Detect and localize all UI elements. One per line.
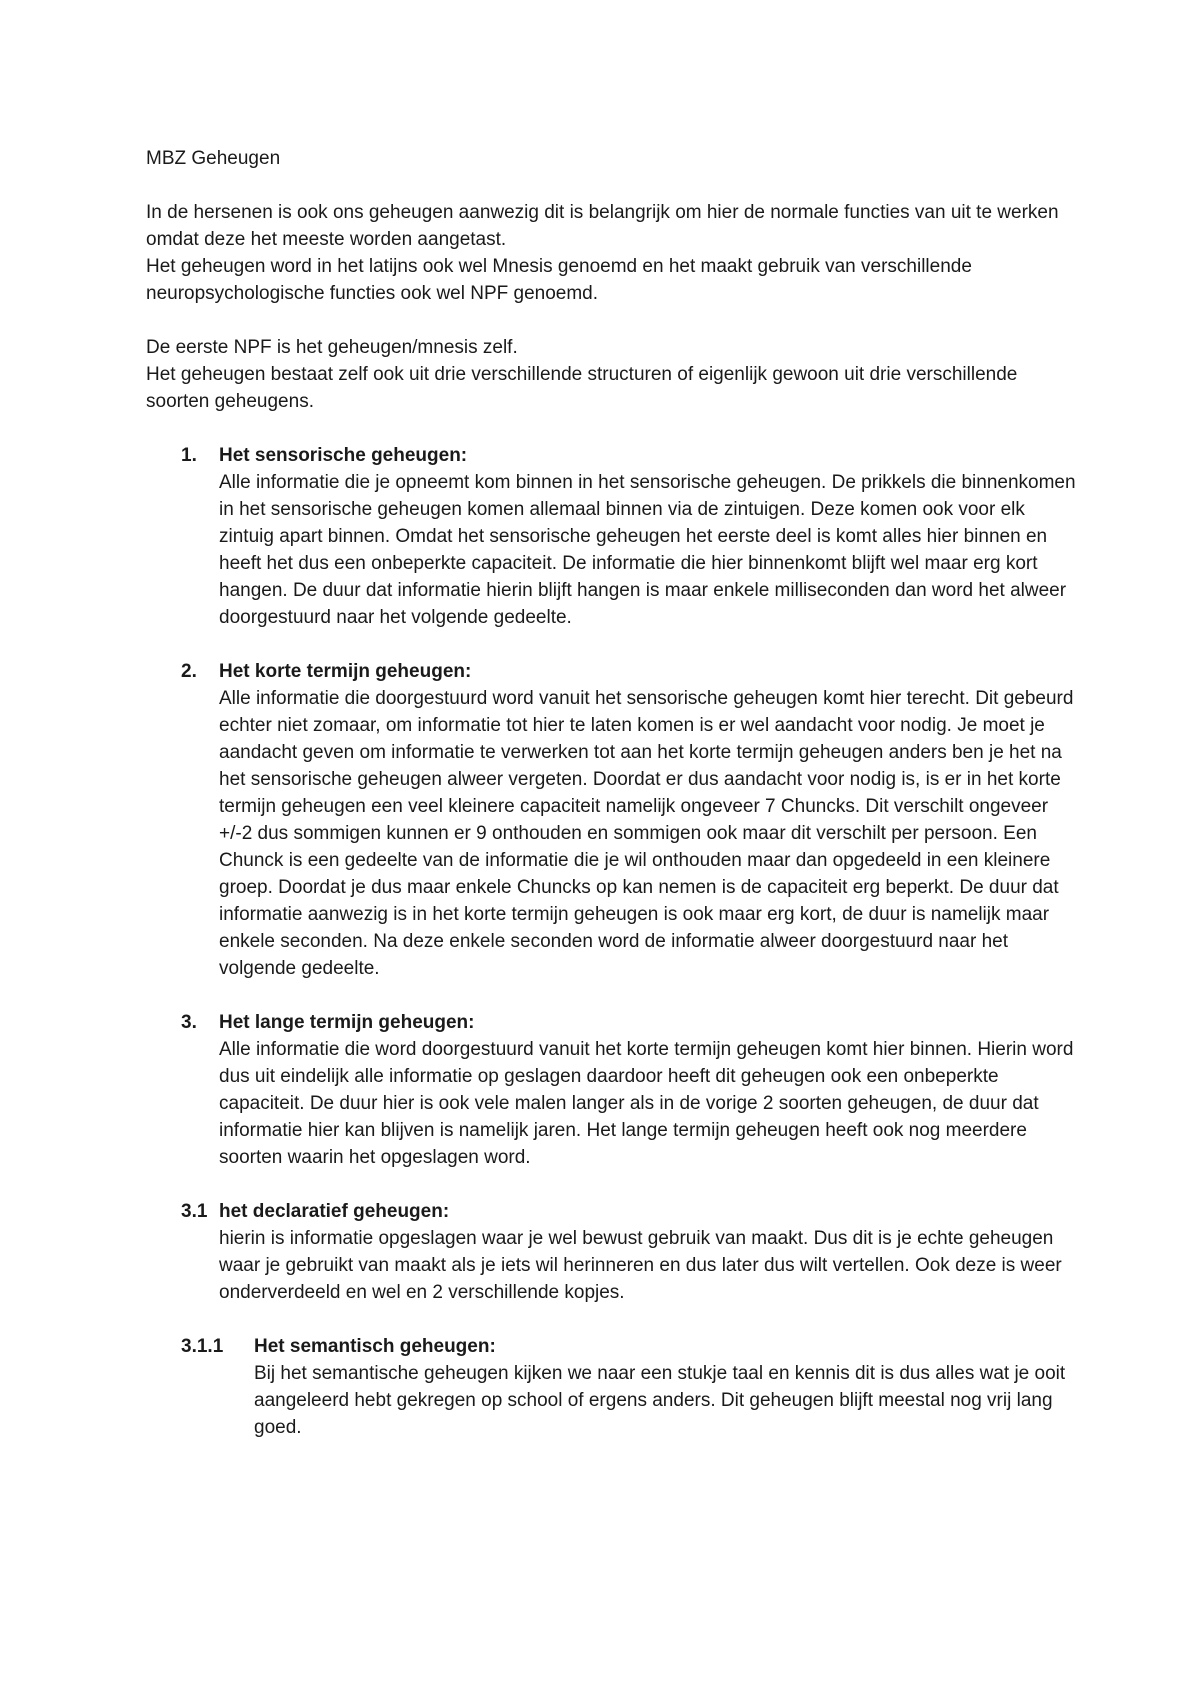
section-long-term-memory [146,1009,1076,1171]
section-number: 1. [181,445,197,466]
npf-intro-paragraph: De eerste NPF is het geheugen/mnesis zelf. [146,337,518,358]
section-title: het declaratief geheugen: [219,1201,450,1222]
section-declarative-memory [146,1198,1076,1306]
intro-paragraph: In de hersenen is ook ons geheugen aanwezig dit is belangrijk om hier de normale functies van uit te werken omdat deze het meeste worden aangetast. [146,202,1059,250]
intro-paragraph: Het geheugen word in het latijns ook wel Mnesis genoemd en het maakt gebruik van verschillende neuropsychologische functies ook wel NPF genoemd. [146,256,972,304]
section-body: Alle informatie die word doorgestuurd vanuit het korte termijn geheugen komt hier binnen. Hierin word dus uit eindelijk alle informatie op geslagen daardoor heeft dit geheugen ook een onbeperkte capaciteit. De duur hier is ook vele malen langer als in de vorige 2 soorten geheugen, de duur dat informatie hier kan blijven is namelijk jaren. Het lange termijn geheugen heeft ook nog meerdere soorten waarin het opgeslagen word. [219,1039,1074,1168]
document-title: MBZ Geheugen [146,148,281,169]
npf-intro-block [146,334,1076,415]
section-title: Het semantisch geheugen: [254,1336,496,1357]
section-number: 3.1.1 [181,1336,224,1357]
section-title: Het sensorische geheugen: [219,445,468,466]
section-short-term-memory [146,658,1076,982]
section-body: Alle informatie die je opneemt kom binnen in het sensorische geheugen. De prikkels die binnenkomen in het sensorische geheugen komen allemaal binnen via de zintuigen. Deze komen ook voor elk zintuig apart binnen. Omdat het sensorische geheugen het eerste deel is komt alles hier binnen en heeft het dus een onbeperkte capaciteit. De informatie die hier binnenkomt blijft wel maar erg kort hangen. De duur dat informatie hierin blijft hangen is maar enkele milliseconden dan word het alweer doorgestuurd naar het volgende gedeelte. [219,472,1076,628]
section-body: Alle informatie die doorgestuurd word vanuit het sensorische geheugen komt hier terecht. Dit gebeurd echter niet zomaar, om informatie tot hier te laten komen is er wel aandacht voor nodig. Je moet je aandacht geven om informatie te verwerken tot aan het korte termijn geheugen anders ben je het na het sensorische geheugen alweer vergeten. Doordat er dus aandacht voor nodig is, is er in het korte termijn geheugen een veel kleinere capaciteit namelijk ongeveer 7 Chuncks. Dit verschilt ongeveer +/-2 dus sommigen kunnen er 9 onthouden en sommigen ook maar dit verschilt per persoon. Een Chunck is een gedeelte van de informatie die je wil onthouden maar dan opgedeeld in een kleinere groep. Doordat je dus maar enkele Chuncks op kan nemen is de capaciteit erg beperkt. De duur dat informatie aanwezig is in het korte termijn geheugen is ook maar erg kort, de duur is namelijk maar enkele seconden. Na deze enkele seconden word de informatie alweer doorgestuurd naar het volgende gedeelte. [219,688,1074,979]
section-heading [146,658,1076,685]
section-number: 3.1 [181,1201,208,1222]
section-title: Het korte termijn geheugen: [219,661,472,682]
section-body: hierin is informatie opgeslagen waar je wel bewust gebruik van maakt. Dus dit is je echte geheugen waar je gebruikt van maakt als je iets wil herinneren en dus later dus wilt vertellen. Ook deze is weer onderverdeeld en wel en 2 verschillende kopjes. [219,1228,1062,1303]
section-heading [146,1333,1076,1360]
section-number: 3. [181,1012,197,1033]
section-semantic-memory [146,1333,1076,1441]
section-number: 2. [181,661,197,682]
section-body: Bij het semantische geheugen kijken we naar een stukje taal en kennis dit is dus alles wat je ooit aangeleerd hebt gekregen op school of ergens anders. Dit geheugen blijft meestal nog vrij lang goed. [254,1363,1066,1438]
document-page [146,145,1076,1468]
section-heading [146,1198,1076,1225]
section-heading [146,1009,1076,1036]
intro-block [146,199,1076,307]
npf-intro-paragraph: Het geheugen bestaat zelf ook uit drie verschillende structuren of eigenlijk gewoon uit drie verschillende soorten geheugens. [146,364,1018,412]
section-heading [146,442,1076,469]
section-sensory-memory [146,442,1076,631]
section-title: Het lange termijn geheugen: [219,1012,475,1033]
